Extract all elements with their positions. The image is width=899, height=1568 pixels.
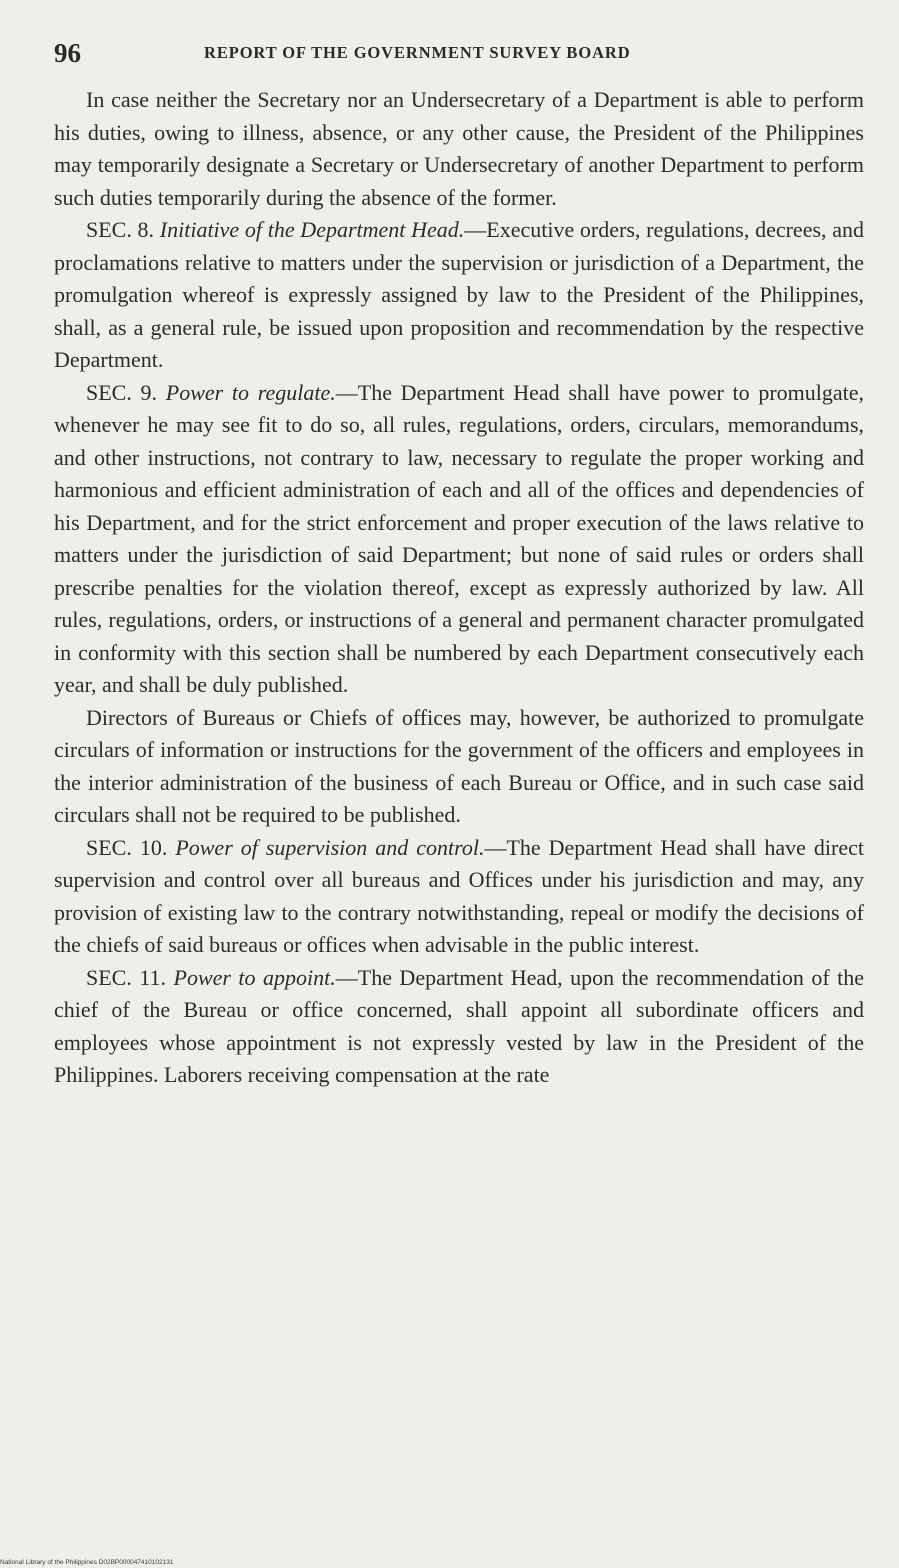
paragraph-text: —The Department Head shall have direct supervision and control over all bureaus and Offices under his jurisdiction and may, any provision of existing law to the contrary notwithstanding, repeal or modify the decisions of the chiefs of said bureaus or offices when advisable in the public interest. [54, 834, 864, 957]
section-title: Power of supervision and control. [175, 834, 485, 860]
archive-footer: National Library of the Philippines D02BP000047410102131 [0, 1559, 174, 1566]
section-label: SEC. 9. [86, 379, 158, 405]
page-header [54, 34, 859, 74]
section-title: Initiative of the Department Head. [159, 217, 465, 242]
running-head: REPORT OF THE GOVERNMENT SURVEY BOARD [204, 43, 631, 62]
section-8-paragraph [54, 214, 864, 377]
section-10-paragraph [54, 832, 864, 962]
section-9-paragraph [54, 377, 864, 702]
paragraph-text: —The Department Head shall have power to promulgate, whenever he may see fit to do so, all rules, regulations, orders, circulars, memorandums, and other instructions, not contrary to law, necessary to regulate the proper working and harmonious and efficient administration of each and all of the offices and dependencies of his Department, and for the strict enforcement and proper execution of the laws relative to matters under the jurisdiction of said Department; but none of said rules or orders shall prescribe penalties for the violation thereof, except as expressly authorized by law. All rules, regulations, orders, or instructions of a general and permanent character promulgated in conformity with this section shall be numbered by each Department consecutively each year, and shall be duly published. [54, 379, 865, 697]
section-label: SEC. 10. [86, 834, 168, 860]
section-label: SEC. 8. [86, 217, 155, 242]
body-text [54, 84, 864, 1092]
paragraph-text: Directors of Bureaus or Chiefs of offices may, however, be authorized to promulgate circulars of information or instructions for the government of the officers and employees in the interior administration of the business of each Bureau or Office, and in such case said circulars shall not be required to be published. [54, 704, 864, 827]
paragraph-text: —The Department Head, upon the recommendation of the chief of the Bureau or office concerned, shall appoint all subordinate officers and employees whose appointment is not expressly vested by law in the President of the Philippines. Laborers receiving compensation at the rate [54, 964, 864, 1087]
section-11-paragraph [54, 962, 864, 1092]
paragraph-text: In case neither the Secretary nor an Undersecretary of a Department is able to perform his duties, owing to illness, absence, or any other cause, the President of the Philippines may temporarily designate a Secretary or Undersecretary of another Department to perform such duties temporarily during the absence of the former. [54, 87, 864, 210]
paragraph-directors-circulars [54, 702, 864, 832]
section-label: SEC. 11. [86, 964, 167, 990]
paragraph-text: —Executive orders, regulations, decrees, and proclamations relative to matters under the supervision or jurisdiction of a Department, the promulgation whereof is expressly assigned by law to the President of the Philippines, shall, as a general rule, be issued upon proposition and recommendation by the respective Department. [54, 217, 864, 372]
section-title: Power to appoint. [173, 964, 336, 990]
paragraph-absence-designation [54, 84, 864, 214]
page-number: 96 [54, 38, 81, 68]
section-title: Power to regulate. [165, 379, 336, 405]
